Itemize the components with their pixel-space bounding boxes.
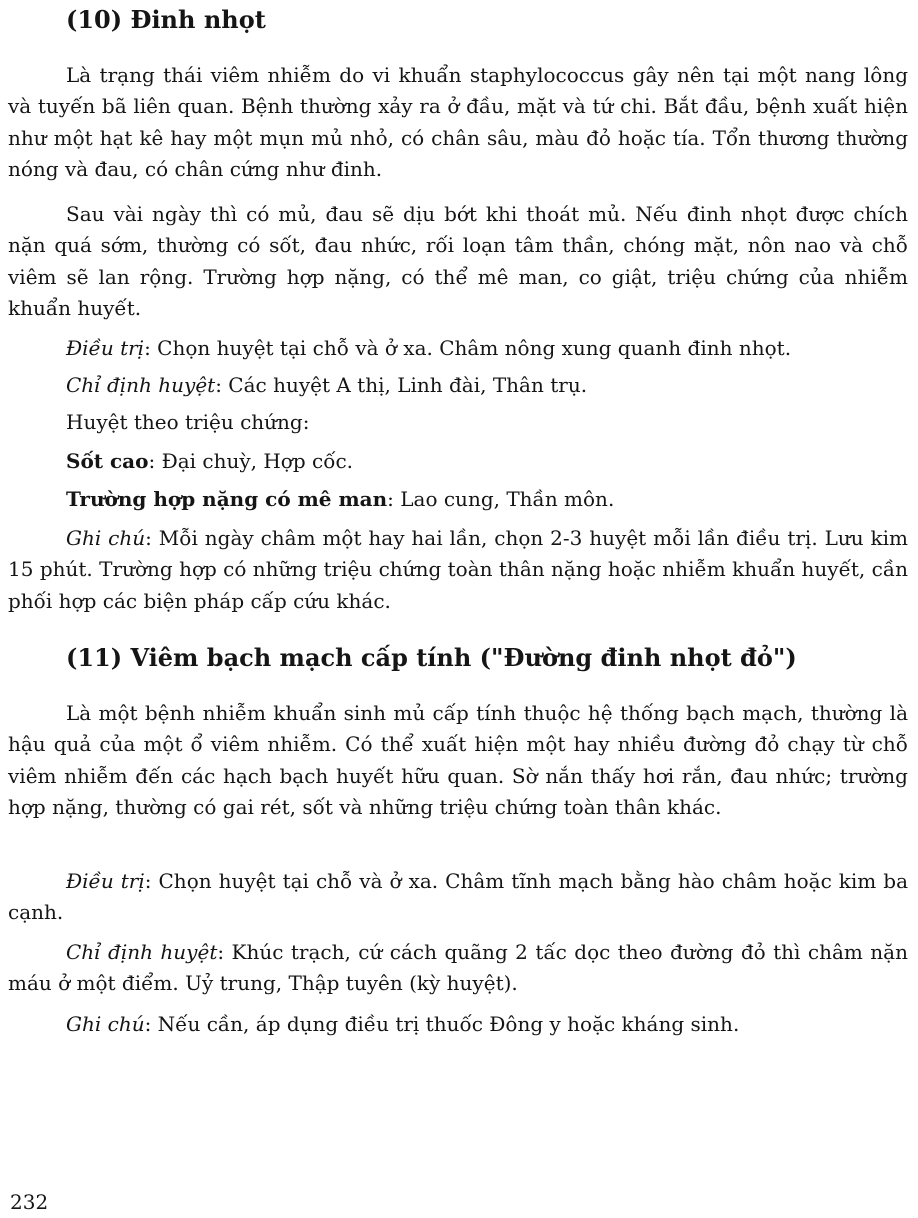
note-label: Ghi chú — [66, 526, 146, 550]
treatment-text: : Chọn huyệt tại chỗ và ở xa. Châm nông xung quanh đinh nhọt. — [144, 336, 792, 360]
section-10-severe — [8, 484, 908, 515]
treatment-text: : Chọn huyệt tại chỗ và ở xa. Châm tĩnh mạch bằng hào châm hoặc kim ba cạnh. — [8, 869, 909, 925]
section-10-paragraph-1: Là trạng thái viêm nhiễm do vi khuẩn staphylococcus gây nên tại một nang lông và tuyến bã liên quan. Bệnh thường xảy ra ở đầu, mặt và tứ chi. Bắt đầu, bệnh xuất hiện như một hạt kê hay một mụn mủ nhỏ, có chân sâu, màu đỏ hoặc tía. Tổn thương thường nóng và đau, có chân cứng như đinh. — [8, 63, 908, 182]
page-number: 232 — [10, 1190, 49, 1214]
severe-label: Trường hợp nặng có mê man — [66, 487, 388, 511]
points-text: : Các huyệt A thị, Linh đài, Thân trụ. — [215, 373, 588, 397]
note-text: : Mỗi ngày châm một hay hai lần, chọn 2-3 huyệt mỗi lần điều trị. Lưu kim 15 phút. Trường hợp có những triệu chứng toàn thân nặng hoặc nhiễm khuẩn huyết, cần phối hợp các biện pháp cấp cứu khác. — [8, 526, 909, 613]
section-11-paragraph-1: Là một bệnh nhiễm khuẩn sinh mủ cấp tính thuộc hệ thống bạch mạch, thường là hậu quả của một ổ viêm nhiễm. Có thể xuất hiện một hay nhiều đường đỏ chạy từ chỗ viêm nhiễm đến các hạch bạch huyết hữu quan. Sờ nắn thấy hơi rắn, đau nhức; trường hợp nặng, thường có gai rét, sốt và những triệu chứng toàn thân khác. — [8, 701, 908, 820]
section-10-points — [8, 370, 908, 401]
points-label: Chỉ định huyệt — [66, 373, 216, 397]
note-label: Ghi chú — [66, 1012, 145, 1036]
points-label: Chỉ định huyệt — [66, 940, 218, 964]
fever-text: : Đại chuỳ, Hợp cốc. — [148, 449, 353, 473]
section-10-note — [8, 523, 908, 617]
section-10-paragraph-2: Sau vài ngày thì có mủ, đau sẽ dịu bớt khi thoát mủ. Nếu đinh nhọt được chích nặn quá sớm, thường có sốt, đau nhức, rối loạn tâm thần, chóng mặt, nôn nao và chỗ viêm sẽ lan rộng. Trường hợp nặng, có thể mê man, co giật, triệu chứng của nhiễm khuẩn huyết. — [8, 202, 908, 321]
section-11-points — [8, 937, 908, 1000]
fever-label: Sốt cao — [66, 449, 149, 473]
note-text: : Nếu cần, áp dụng điều trị thuốc Đông y hoặc kháng sinh. — [144, 1012, 740, 1036]
treatment-label: Điều trị — [66, 336, 145, 360]
severe-text: : Lao cung, Thần môn. — [387, 487, 615, 511]
section-11-note — [8, 1009, 908, 1040]
points-text: : Khúc trạch, cứ cách quãng 2 tấc dọc theo đường đỏ thì châm nặn máu ở một điểm. Uỷ trung, Thập tuyên (kỳ huyệt). — [8, 940, 908, 996]
section-10-symptoms-intro: Huyệt theo triệu chứng: — [66, 410, 310, 434]
section-10-treatment — [8, 333, 908, 364]
section-10-fever — [8, 446, 908, 477]
section-11-treatment — [8, 866, 908, 929]
section-11-title: (11) Viêm bạch mạch cấp tính ("Đường đinh nhọt đỏ") — [66, 643, 797, 672]
section-10-title: (10) Đinh nhọt — [66, 5, 266, 34]
treatment-label: Điều trị — [66, 869, 145, 893]
